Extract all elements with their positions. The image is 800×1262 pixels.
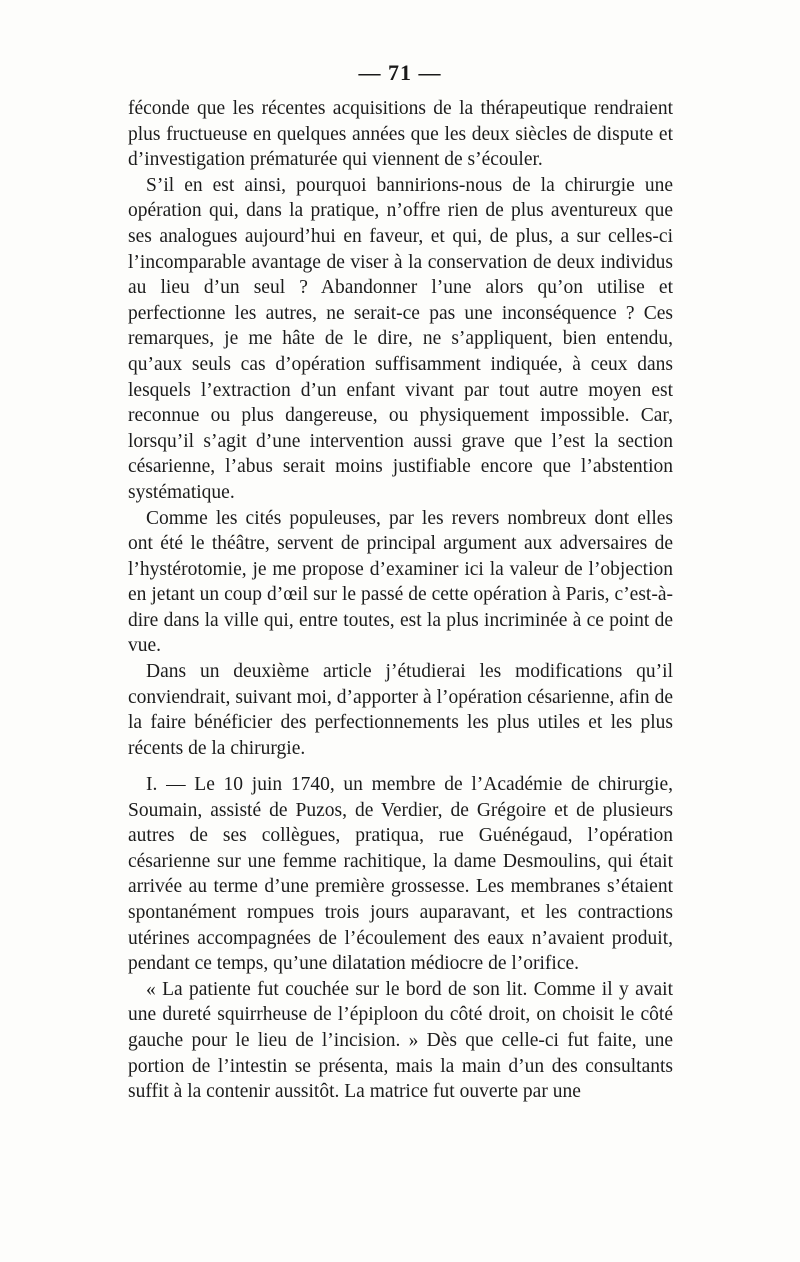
text-section-case-one [128, 772, 673, 1105]
paragraph-quotation: « La patiente fut couchée sur le bord de son lit. Comme il y avait une dureté squirrheuse de l’épiploon du côté droit, on choisit le côté gauche pour le lieu de l’incision. » Dès que celle-ci fut faite, une portion de l’intestin se présenta, mais la main d’un des consultants suffit à la contenir aussitôt. La matrice fut ouverte par une [128, 978, 673, 1103]
paragraph-objection: Comme les cités populeuses, par les revers nombreux dont elles ont été le théâtre, servent de principal argument aux adversaires de l’hystérotomie, je me propose d’examiner ici la valeur de l’objection en jetant un coup d’œil sur le passé de cette opération à Paris, c’est-à-dire dans la ville qui, entre toutes, est la plus incriminée à ce point de vue. [128, 507, 673, 657]
text-section-intro [128, 96, 673, 761]
paragraph-continuation: féconde que les récentes acquisitions de la thérapeutique rendraient plus fructueuse en quelques années que les deux siècles de dispute et d’investigation prématurée qui viennent de s’écouler. [128, 98, 673, 171]
paragraph-case-history: I. — Le 10 juin 1740, un membre de l’Académie de chirurgie, Soumain, assisté de Puzos, de Verdier, de Grégoire et de plusieurs autres de ses collègues, pratiqua, rue Guénégaud, l’opération césarienne sur une femme rachitique, la dame Desmoulins, qui était arrivée au terme d’une première grossesse. Les membranes s’étaient spontanément rompues trois jours auparavant, et les contractions utérines accompagnées de l’écoulement des eaux n’avaient produit, pendant ce temps, qu’une dilatation médiocre de l’orifice. [128, 774, 673, 975]
page-number: — 71 — [358, 60, 442, 85]
paragraph-announcement: Dans un deuxième article j’étudierai les modifications qu’il conviendrait, suivant moi, d’apporter à l’opération césarienne, afin de la faire bénéficier des perfectionnements les plus utiles et les plus récents de la chirurgie. [128, 661, 673, 759]
paragraph-argument: S’il en est ainsi, pourquoi bannirions-nous de la chirurgie une opération qui, dans la pratique, n’offre rien de plus aventureux que ses analogues aujourd’hui en faveur, et qui, de plus, a sur celles-ci l’incomparable avantage de viser à la conservation de deux individus au lieu d’un seul ? Abandonner l’une alors qu’on utilise et perfectionne les autres, ne serait-ce pas une inconséquence ? Ces remarques, je me hâte de le dire, ne s’appliquent, bien entendu, qu’aux seuls cas d’opération suffisamment indiquée, à ceux dans lesquels l’extraction d’un enfant vivant par tout autre moyen est reconnue ou plus dangereuse, ou physiquement impossible. Car, lorsqu’il s’agit d’une intervention aussi grave que l’est la section césarienne, l’abus serait moins justifiable encore que l’abstention systématique. [128, 174, 673, 503]
